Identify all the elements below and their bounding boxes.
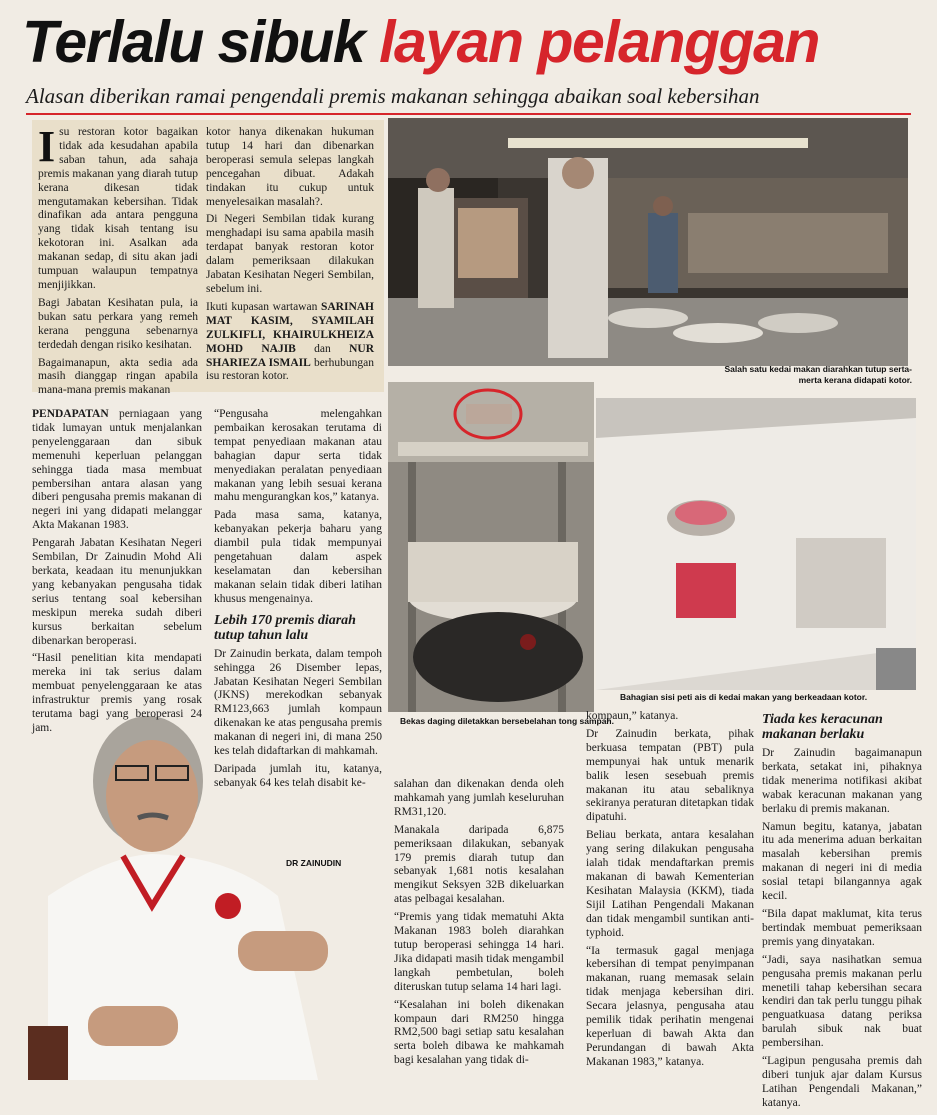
body-column-4 [586, 710, 754, 1074]
intro-paragraph-credits [206, 301, 374, 384]
credits-tail: berhubungan isu restoran kotor. [206, 356, 374, 383]
intro-paragraph: Di Negeri Sembilan tidak kurang menghadapi isu sama apabila masih terdapat banyak restoran kotor dalam pemeriksaan dilakukan Jabatan Kesihatan Negeri Sembilan, sebelum ini. [206, 213, 374, 295]
body-paragraph: Namun begitu, katanya, jabatan itu ada menerima aduan berkaitan masalah kebersihan premis makanan di negeri ini di media sosial tetapi bilangannya agak kecil. [762, 820, 922, 903]
credits-name-last: NUR SHARIEZA ISMAIL [206, 342, 375, 369]
body-column-1 [32, 408, 202, 740]
intro-paragraph: Bagaimanapun, akta sedia ada masih dianggap ringan apabila mana-mana premis makanan [38, 356, 198, 397]
body-column-5 [762, 706, 922, 1115]
body-paragraph: Beliau berkata, antara kesalahan yang sering dilakukan pengusaha ialah tidak mendaftarkan premis makanan di bawah Kementerian Kesihatan Malaysia (KKM), tiada Sijil Latihan Pengendali Makanan dan tidak mengambil suntikan anti-typhoid. [586, 829, 754, 939]
body-paragraph: Dr Zainudin berkata, dalam tempoh sehingga 26 Disember lepas, Jabatan Kesihatan Negeri Sembilan (JKNS) merekodkan sebanyak RM123,663 jumlah kompaun dikenakan ke atas pengusaha premis makanan di negeri ini, di mana 250 kes telah didaftarkan di mahkamah. [214, 647, 382, 758]
caption-portrait: DR ZAINUDIN [286, 858, 342, 868]
body-paragraph: salahan dan dikenakan denda oleh mahkamah yang jumlah keseluruhan RM31,120. [394, 778, 564, 818]
body-column-2 [214, 408, 382, 795]
body-paragraph: “Premis yang tidak mematuhi Akta Makanan 1983 boleh diarahkan tutup beroperasi sehingga 14 hari. Jika didapati masih tidak mengambil langkah pembetulan, boleh diteruskan tutup selama 14 hari lagi. [394, 911, 564, 993]
lead-word: PENDAPATAN [32, 408, 109, 420]
section-heading: Tiada kes keracunan makanan berlaku [762, 712, 883, 742]
body-paragraph: “Hasil penelitian kita mendapati mereka ini tak serius dalam membuat penyelenggaraan ke atas infrastruktur premis yang rosak terutama bagi yang beroperasi 24 jam. [32, 652, 202, 734]
intro-column-2 [206, 126, 374, 388]
body-paragraph: Pada masa sama, katanya, kebanyakan pekerja baharu yang diambil pula tidak mempunyai pengetahuan dalam aspek keselamatan dan kebersihan makanan selain tidak diberi latihan khusus mengenainya. [214, 509, 382, 605]
subheadline: Alasan diberikan ramai pengendali premis makanan sehingga abaikan soal kebersihan [26, 84, 760, 108]
divider-line [26, 113, 911, 115]
restaurant-photo [388, 118, 908, 366]
body-paragraph: “Bila dapat maklumat, kita terus bertindak membuat pemeriksaan premis yang dinyatakan. [762, 907, 922, 948]
body-paragraph: Daripada jumlah itu, katanya, sebanyak 64 kes telah disabit ke- [214, 762, 382, 789]
body-paragraph: Dr Zainudin berkata, pihak berkuasa tempatan (PBT) pula mempunyai hak untuk menarik balik lesen sesebuah premis makanan itu atau sebaliknya sekiranya peraturan ditetapkan tidak dipatuhi. [586, 727, 754, 824]
credits-and: dan [314, 342, 331, 355]
body-paragraph: Dr Zainudin bagaimanapun berkata, setakat ini, pihaknya tidak menerima notifikasi akibat wabak keracunan makanan yang berlaku di premis makanan. [762, 747, 922, 815]
body-paragraph: perniagaan yang tidak lumayan untuk menjalankan penyelenggaraan dan sibuk memenuhi keperluan pelanggan sehingga tiada masa membuat pembersihan antara alasan yang diberi pengusaha premis makanan di negeri ini yang didapati melanggar Akta Makanan 1983. [32, 408, 202, 532]
meat-container-photo [388, 382, 594, 712]
body-paragraph: “Ia termasuk gagal menjaga kebersihan di tempat penyimpanan makanan, ruang memasak selain tidak menjaga kebersihan diri. Secara jelasnya, pengusaha atau pemilik tidak perihatin mengenai keperluan di bawah Akta dan Perundangan di bawah Akta Makanan 1983,” katanya. [586, 944, 754, 1068]
body-paragraph: “Jadi, saya nasihatkan semua pengusaha premis makanan perlu menetili tahap kebersihan secara kendiri dan tak perlu tunggu pihak penguatkuasa datang periksa barulah sibuk nak buat pembersihan. [762, 953, 922, 1050]
caption-top-photo: Salah satu kedai makan diarahkan tutup serta-merta kerana didapati kotor. [724, 364, 912, 385]
freezer-photo [596, 398, 916, 690]
body-paragraph: “Kesalahan ini boleh dikenakan kompaun dari RM250 hingga RM2,500 bagi setiap satu kesalahan serta boleh dibawa ke mahkamah bagi kesalahan yang tidak di- [394, 998, 564, 1067]
body-paragraph: Manakala daripada 6,875 pemeriksaan dilakukan, sebanyak 179 premis diarah tutup dan sebanyak 1,681 notis kesalahan mengikut Seksyen 32B dikeluarkan atas pelbagai kesalahan. [394, 823, 564, 906]
headline-part2: layan pelanggan [379, 9, 819, 75]
caption-left-photo: Bekas daging diletakkan bersebelahan tong sampah. [400, 716, 614, 726]
meat-container-illustration [388, 382, 594, 712]
intro-paragraph: su restoran kotor bagaikan tidak ada kesudahan apabila saban tahun, ada sahaja premis makanan yang diarah tutup kerana dikesan tidak mengutamakan kebersihan. Tidak dinafikan ada antara pengguna yang tidak kisah tentang isu kekotoran ini. Asalkan ada makanan sedap, di situ akan jadi tumpuan walaupun tempatnya menjijikkan. [38, 126, 198, 291]
credits-lead: Ikuti kupasan wartawan [206, 300, 318, 313]
caption-right-photo: Bahagian sisi peti ais di kedai makan yang berkeadaan kotor. [620, 692, 868, 702]
intro-column-1 [38, 122, 198, 402]
body-paragraph: Pengarah Jabatan Kesihatan Negeri Sembilan, Dr Zainudin Mohd Ali berkata, keadaan itu menunjukkan yang kebanyakan pengusaha tidak serius tentang soal kebersihan meskipun mereka sudah diberi kursus berkaitan sebelum dibenarkan beroperasi. [32, 537, 202, 647]
intro-paragraph: Bagi Jabatan Kesihatan pula, ia bukan satu perkara yang remeh kerana pengguna sebenarnya terdedah dengan risiko kesihatan. [38, 296, 198, 351]
body-paragraph: “Lagipun pengusaha premis dah diberi tunjuk ajar dalam Kursus Latihan Pengendali Makanan,” katanya. [762, 1055, 922, 1109]
intro-paragraph: kotor hanya dikenakan hukuman tutup 14 hari dan dibenarkan beroperasi semula selepas langkah pencegahan dibuat. Adakah tindakan itu cukup untuk menyelesaikan masalah?. [206, 126, 374, 208]
credits-names: SARINAH MAT KASIM, SYAMILAH ZULKIFLI, KHAIRULKHEIZA MOHD NAJIB [206, 300, 375, 355]
dropcap: I [38, 122, 56, 171]
section-heading: Lebih 170 premis diarah tutup tahun lalu [214, 612, 356, 643]
body-paragraph: kompaun,” katanya. [586, 710, 679, 722]
restaurant-photo-illustration [388, 118, 908, 366]
body-column-3 [394, 778, 564, 1072]
headline-part1: Terlalu sibuk [22, 9, 365, 75]
freezer-illustration [596, 398, 916, 690]
body-paragraph: “Pengusaha melengahkan pembaikan kerosakan terutama di tempat penyediaan makanan atau bahagian dapur serta tidak menyediakan peralatan penyediaan makanan yang lebih sesuai kerana mahu mengurangkan kos,” katanya. [214, 408, 382, 504]
headline [22, 2, 922, 82]
